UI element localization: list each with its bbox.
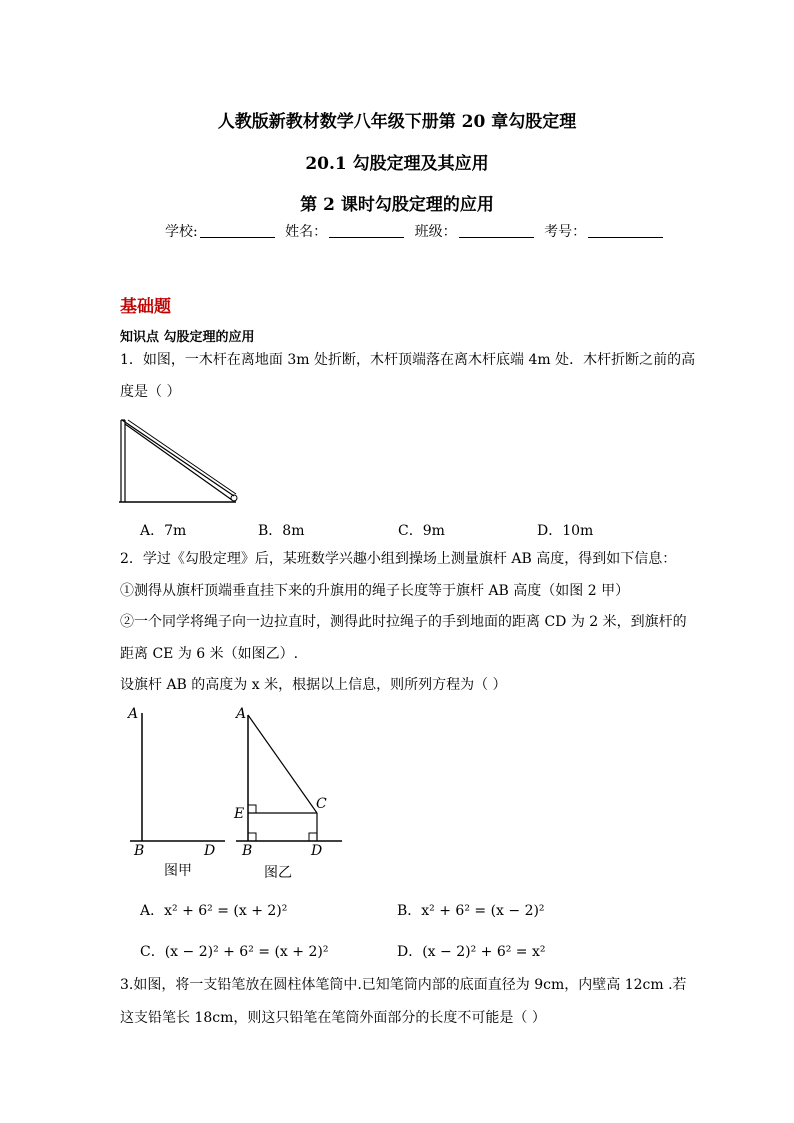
fig-yi-label-a: A	[236, 706, 247, 722]
class-label: 班级：	[414, 224, 457, 240]
q2-option-a[interactable]: A．x² + 6² = (x + 2)²	[140, 903, 288, 919]
q2-figure-yi	[230, 705, 350, 865]
fig-yi-label-b: B	[242, 843, 253, 859]
fig-yi-label-e: E	[234, 806, 245, 822]
fig-jia-caption: 图甲	[164, 863, 192, 879]
q1-option-b[interactable]: B．8m	[258, 523, 305, 539]
q3-text-line2: 这支铅笔长 18cm，则这只铅笔在笔筒外面部分的长度不可能是（ ）	[120, 1010, 546, 1026]
knowledge-point: 知识点 勾股定理的应用	[120, 330, 255, 345]
exam-number-field[interactable]	[588, 223, 663, 238]
section-title: 基础题	[120, 297, 171, 317]
q2-text-line4: 距离 CE 为 6 米（如图乙）.	[120, 646, 299, 662]
fig-yi-caption: 图乙	[264, 865, 292, 881]
fig-jia-label-d: D	[204, 843, 216, 859]
q1-text-line1: 1．如图，一木杆在离地面 3m 处折断，木杆顶端落在离木杆底端 4m 处．木杆折断之前的高	[120, 352, 696, 368]
q2-option-d[interactable]: D．(x − 2)² + 6² = x²	[397, 944, 546, 960]
q1-option-c[interactable]: C．9m	[398, 523, 445, 539]
q2-text-line2: ①测得从旗杆顶端垂直挂下来的升旗用的绳子长度等于旗杆 AB 高度（如图 2 甲）	[120, 583, 630, 599]
q1-broken-pole-figure	[118, 418, 242, 506]
q2-text-line1: 2．学过《勾股定理》后，某班数学兴趣小组到操场上测量旗杆 AB 高度，得到如下信息：	[120, 551, 677, 567]
fig-jia-label-b: B	[134, 843, 145, 859]
doc-title: 人教版新教材数学八年级下册第 20 章勾股定理	[217, 112, 577, 132]
doc-subtitle: 20.1 勾股定理及其应用	[305, 154, 489, 174]
fig-yi-label-d: D	[311, 843, 323, 859]
q2-option-b[interactable]: B．x² + 6² = (x − 2)²	[397, 903, 545, 919]
q1-option-d[interactable]: D．10m	[537, 523, 594, 539]
q2-text-line3: ②一个同学将绳子向一边拉直时，测得此时拉绳子的手到地面的距离 CD 为 2 米，到旗杆的	[120, 614, 687, 630]
fig-jia-label-a: A	[128, 706, 139, 722]
name-field[interactable]	[329, 223, 404, 238]
q2-figure-jia	[120, 705, 230, 865]
q2-option-c[interactable]: C．(x − 2)² + 6² = (x + 2)²	[140, 944, 329, 960]
school-field[interactable]	[200, 223, 275, 238]
student-info-line	[165, 221, 669, 241]
school-label: 学校:	[165, 224, 198, 240]
fig-yi-label-c: C	[316, 796, 327, 812]
class-field[interactable]	[459, 223, 534, 238]
doc-lesson-title: 第 2 课时勾股定理的应用	[300, 195, 494, 215]
name-label: 姓名：	[285, 224, 328, 240]
exam-number-label: 考号：	[544, 224, 587, 240]
q1-option-a[interactable]: A．7m	[140, 523, 187, 539]
q2-text-line5: 设旗杆 AB 的高度为 x 米，根据以上信息，则所列方程为（ ）	[120, 677, 507, 693]
q3-text-line1: 3.如图，将一支铅笔放在圆柱体笔筒中.已知笔筒内部的底面直径为 9cm，内壁高 12cm .若	[120, 977, 687, 993]
q1-text-line2: 度是（ ）	[120, 384, 181, 400]
